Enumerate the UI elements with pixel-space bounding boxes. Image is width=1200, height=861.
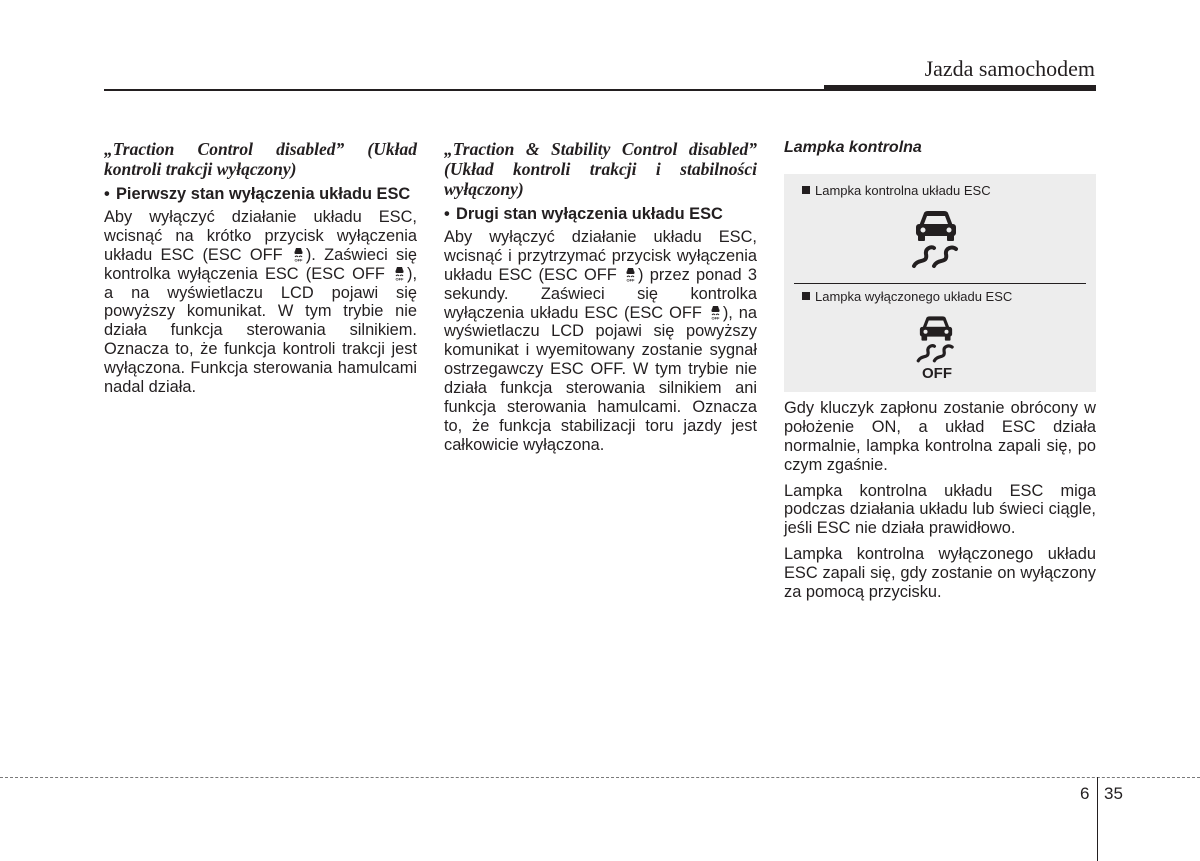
bullet-item [104,185,417,204]
svg-text:OFF: OFF [395,276,404,281]
footer-dashed-rule [0,777,1200,778]
svg-text:OFF: OFF [626,277,635,282]
esc-off-indicator-icon [913,314,959,364]
square-bullet-icon [802,186,810,194]
column-indicator [784,139,1096,602]
header-rule-accent [824,85,1096,91]
indicator-off-text: OFF [922,364,952,382]
header-rule [104,89,824,91]
section-heading: „Traction & Stability Control disabled” (Układ kontroli trakcji i stabilności wyłączony) [444,139,757,199]
indicator-divider [794,283,1086,284]
paragraph-text: ). Zaświeci się kontrolka wyłączenia ESC (ESC OFF [104,245,417,283]
paragraph [444,228,757,455]
svg-text:OFF: OFF [711,315,720,320]
paragraph-text: ), a na wyświetlaczu LCD pojawi się powyższy komunikat. W tym trybie nie działa funkcja sterowania silnikiem. Oznacza to, że funkcja kontroli trakcji jest wyłączona. Funkcja sterowania hamulcami nadal działa. [104,264,417,397]
bullet-label: Pierwszy stan wyłączenia układu ESC [116,185,411,203]
indicator-off-label-text: Lampka wyłączonego układu ESC [815,288,1013,304]
paragraph-text: Aby wyłączyć działanie układu ESC, wcisnąć na krótko przycisk wyłączenia układu ESC (ESC OFF [104,207,417,264]
indicator-esc-label-text: Lampka kontrolna układu ESC [815,182,991,198]
paragraph: Lampka kontrolna wyłączonego układu ESC zapali się, gdy zostanie on wyłączony za pomocą przycisku. [784,545,1096,602]
section-heading: „Traction Control disabled” (Układ kontroli trakcji wyłączony) [104,139,417,179]
svg-text:OFF: OFF [294,257,303,262]
paragraph-text: ) przez ponad 3 sekundy. Zaświeci się kontrolka wyłączenia układu ESC (ESC OFF [444,265,757,322]
paragraph-text: ), na wyświetlaczu LCD pojawi się powyższy komunikat i wyemitowany zostanie sygnał ostrzegawczy ESC OFF. W tym trybie nie działa funkcja sterowania silnikiem ani funkcja sterowania hamulcami. Oznacza to, że funkcja stabilizacji toru jazdy jest całkowicie wyłączona. [444,303,757,454]
paragraph [104,208,417,397]
esc-off-icon [392,265,407,281]
chapter-number: 6 [1080,784,1090,803]
page-number-divider [1097,777,1098,861]
indicator-panel [784,174,1096,392]
paragraph: Lampka kontrolna układu ESC miga podczas działania układu lub świeci ciągle, jeśli ESC nie działa prawidłowo. [784,481,1096,538]
column-traction-control [104,139,417,397]
esc-off-icon [623,266,638,282]
esc-off-icon [291,246,306,262]
esc-off-icon [708,304,723,320]
paragraph: Gdy kluczyk zapłonu zostanie obrócony w położenie ON, a układ ESC działa normalnie, lampka kontrolna zapali się, po czym zgaśnie. [784,398,1096,474]
page-number: 35 [1104,784,1123,803]
esc-indicator-icon [908,208,964,270]
indicator-esc-label [802,182,991,201]
column-stability-control [444,139,757,455]
paragraph-text: Aby wyłączyć działanie układu ESC, wcisnąć i przytrzymać przycisk wyłączenia układu ESC (ESC OFF [444,227,757,284]
bullet-dot: • [104,185,110,203]
bullet-dot: • [444,205,450,223]
bullet-item [444,205,757,224]
header-title: Jazda samochodem [924,56,1095,81]
bullet-label: Drugi stan wyłączenia układu ESC [456,205,723,223]
indicator-off-label [802,288,1012,307]
square-bullet-icon [802,292,810,300]
section-heading: Lampka kontrolna [784,139,922,156]
